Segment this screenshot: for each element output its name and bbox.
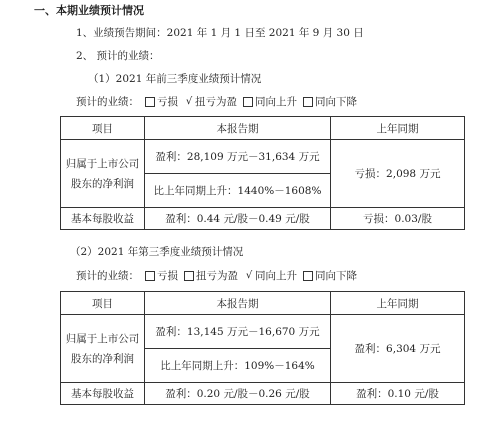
eps-prior: 亏损：0.03/股	[331, 208, 465, 230]
net-profit-label-line2: 股东的净利润	[71, 177, 134, 190]
net-profit-label	[61, 140, 145, 208]
option-increase	[243, 95, 297, 109]
checkbox-icon	[145, 271, 155, 281]
eps-label: 基本每股收益	[61, 383, 145, 405]
option-turnaround	[184, 269, 238, 283]
option-increase	[244, 269, 297, 283]
growth-rate: 比上年同期上升：109%－164%	[145, 349, 331, 383]
net-profit-label-line2: 股东的净利润	[71, 352, 134, 365]
option-label: 同向下降	[315, 96, 357, 108]
header-prior: 上年同期	[331, 292, 465, 315]
section-title-q3: （2）2021 年第三季度业绩预计情况	[70, 246, 244, 258]
eps-label: 基本每股收益	[61, 208, 145, 230]
header-prior: 上年同期	[331, 117, 465, 140]
option-label: 亏损	[157, 270, 178, 282]
forecast-subheading: 2、 预计的业绩：	[76, 50, 160, 62]
eps-prior: 盈利：0.10 元/股	[331, 383, 465, 405]
forecast-table-q3	[60, 291, 465, 405]
option-label: 扭亏为盈	[195, 96, 237, 108]
option-label: 亏损	[157, 96, 178, 108]
table-row	[61, 140, 465, 174]
header-current: 本报告期	[145, 292, 331, 315]
option-decrease	[303, 95, 357, 109]
table-row	[61, 315, 465, 349]
net-profit-label-line1: 归属于上市公司	[65, 332, 140, 345]
option-turnaround	[184, 95, 237, 109]
forecast-table-q1-q3	[60, 116, 465, 230]
options-label: 预计的业绩：	[76, 96, 139, 108]
checkbox-icon	[303, 97, 313, 107]
option-loss	[145, 269, 178, 283]
net-profit-prior: 亏损：2,098 万元	[331, 140, 465, 208]
net-profit-current: 盈利：13,145 万元－16,670 万元	[145, 315, 331, 349]
table-row	[61, 383, 465, 405]
table-header-row	[61, 292, 465, 315]
header-item: 项目	[61, 117, 145, 140]
forecast-options-q3	[76, 269, 357, 283]
net-profit-label	[61, 315, 145, 383]
checkmark-icon: √	[245, 270, 253, 281]
table-row	[61, 208, 465, 230]
option-loss	[145, 95, 178, 109]
option-label: 同向下降	[315, 270, 357, 282]
checkbox-icon	[243, 97, 253, 107]
option-label: 扭亏为盈	[196, 270, 238, 282]
net-profit-label-line1: 归属于上市公司	[65, 157, 140, 170]
checkbox-icon	[184, 271, 194, 281]
growth-rate: 比上年同期上升：1440%－1608%	[145, 174, 331, 208]
checkbox-icon	[303, 271, 313, 281]
option-decrease	[303, 269, 357, 283]
header-current: 本报告期	[145, 117, 331, 140]
checkmark-icon: √	[185, 96, 193, 107]
option-label: 同向上升	[255, 270, 297, 282]
net-profit-current: 盈利：28,109 万元－31,634 万元	[145, 140, 331, 174]
forecast-period: 1、业绩预告期间：2021 年 1 月 1 日至 2021 年 9 月 30 日	[76, 27, 364, 39]
option-label: 同向上升	[255, 96, 297, 108]
header-item: 项目	[61, 292, 145, 315]
table-header-row	[61, 117, 465, 140]
checkbox-icon	[145, 97, 155, 107]
section-title-q1-q3: （1）2021 年前三季度业绩预计情况	[88, 73, 262, 85]
eps-current: 盈利：0.44 元/股－0.49 元/股	[145, 208, 331, 230]
section-heading: 一、本期业绩预计情况	[34, 4, 144, 17]
options-label: 预计的业绩：	[76, 270, 139, 282]
eps-current: 盈利：0.20 元/股－0.26 元/股	[145, 383, 331, 405]
net-profit-prior: 盈利：6,304 万元	[331, 315, 465, 383]
forecast-options-q1-q3	[76, 95, 357, 109]
